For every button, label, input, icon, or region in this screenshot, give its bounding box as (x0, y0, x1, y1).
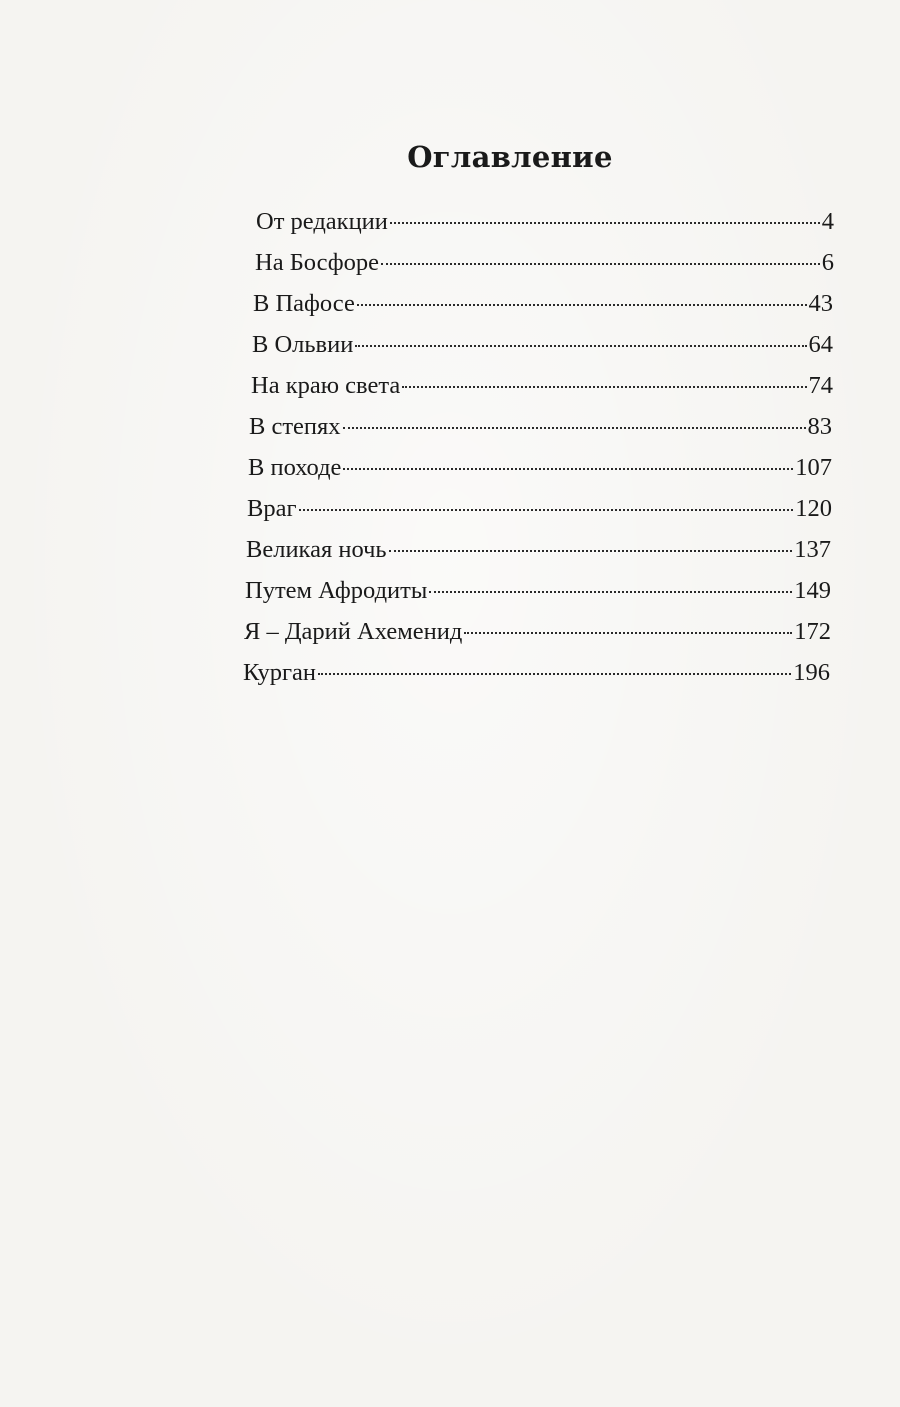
toc-entry-label: В степях (249, 413, 341, 440)
toc-entry-page: 172 (794, 618, 831, 645)
toc-entry-label: На краю света (251, 372, 401, 399)
toc-entry-page: 196 (793, 659, 830, 686)
toc-entry (245, 571, 831, 611)
toc-entry-label: В Ольвии (252, 331, 354, 358)
dot-leader (464, 632, 792, 634)
dot-leader (299, 509, 794, 511)
toc-entry-page: 4 (821, 208, 834, 235)
page-title: Оглавление (407, 140, 613, 174)
toc-entry-page: 74 (808, 372, 833, 399)
toc-entry (246, 530, 831, 570)
toc-entry (251, 366, 833, 406)
toc-entry-page: 83 (807, 413, 832, 440)
toc-entry-label: Враг (247, 495, 297, 522)
toc-entry-label: Я – Дарий Ахеменид (244, 618, 463, 645)
dot-leader (390, 222, 820, 224)
dot-leader (343, 468, 793, 470)
toc-entry (252, 325, 833, 365)
toc-entry-label: В Пафосе (253, 290, 355, 317)
toc-entry-label: На Босфоре (255, 249, 380, 276)
toc-entry-label: Великая ночь (246, 536, 387, 563)
dot-leader (389, 550, 793, 552)
toc-entry-label: В походе (248, 454, 342, 481)
toc-entry-page: 64 (808, 331, 833, 358)
toc-entry-page: 43 (808, 290, 833, 317)
dot-leader (402, 386, 806, 388)
toc-entry-page: 6 (821, 249, 834, 276)
toc-entry (243, 653, 830, 693)
toc-entry-page: 107 (795, 454, 832, 481)
toc-entry (249, 407, 832, 447)
dot-leader (355, 345, 806, 347)
dot-leader (381, 263, 820, 265)
dot-leader (357, 304, 807, 306)
dot-leader (318, 673, 791, 675)
toc-entry (248, 448, 832, 488)
toc-entry-label: Путем Афродиты (245, 577, 428, 604)
toc-entry (253, 284, 833, 324)
toc-entry-label: От редакции (256, 208, 388, 235)
toc-entry-page: 149 (794, 577, 831, 604)
toc-entry-page: 137 (794, 536, 831, 563)
dot-leader (343, 427, 806, 429)
toc-entry (255, 243, 834, 283)
toc-entry (244, 612, 831, 652)
dot-leader (429, 591, 792, 593)
toc-entry-label: Курган (243, 659, 317, 686)
toc-entry-page: 120 (795, 495, 832, 522)
toc-entry (256, 202, 834, 242)
toc-entry (247, 489, 832, 529)
